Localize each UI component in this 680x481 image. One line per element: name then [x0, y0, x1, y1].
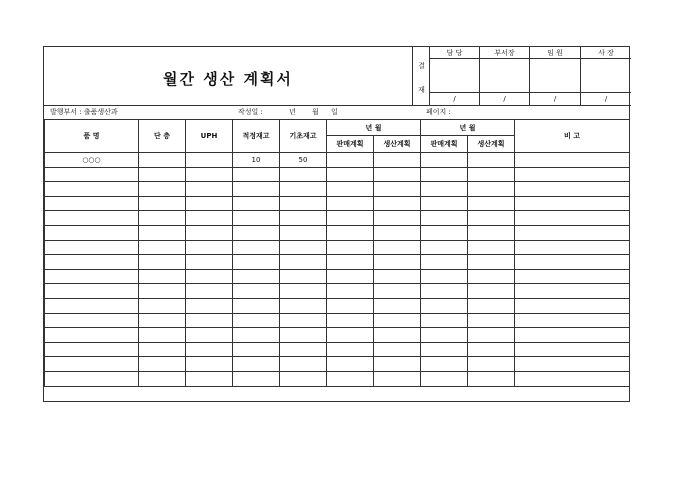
table-cell-sales2[interactable]: [421, 357, 468, 372]
col-month-group: 년 월: [421, 120, 515, 136]
table-row: [45, 240, 630, 255]
table-cell-remarks[interactable]: [515, 240, 630, 255]
table-cell-item[interactable]: [45, 357, 139, 372]
table-cell-base-stock[interactable]: [280, 357, 327, 372]
table-cell-prod2[interactable]: [468, 225, 515, 240]
table-cell-safety-stock[interactable]: [233, 225, 280, 240]
table-cell-prod2[interactable]: [468, 298, 515, 313]
table-cell-sales1[interactable]: [327, 255, 374, 270]
table-cell-sales1[interactable]: [327, 196, 374, 211]
approval-label-top: 결: [418, 62, 425, 70]
table-row: [45, 328, 630, 343]
table-cell-uph[interactable]: [186, 298, 233, 313]
table-row: [45, 284, 630, 299]
table-cell-sales1[interactable]: [327, 240, 374, 255]
approval-role: 담 당: [430, 47, 480, 59]
table-cell-uph[interactable]: [186, 225, 233, 240]
table-cell-item[interactable]: [45, 182, 139, 197]
approval-label: [413, 47, 430, 105]
table-cell-base-stock[interactable]: [280, 298, 327, 313]
approval-date: /: [604, 95, 608, 103]
table-cell-sales1[interactable]: [327, 284, 374, 299]
table-cell-sales2[interactable]: [421, 167, 468, 182]
table-cell-sales1[interactable]: [327, 167, 374, 182]
table-cell-uph[interactable]: [186, 342, 233, 357]
table-cell-prod2[interactable]: [468, 284, 515, 299]
table-cell-unit-price[interactable]: [139, 313, 186, 328]
table-cell-remarks[interactable]: [515, 313, 630, 328]
table-cell-sales2[interactable]: [421, 371, 468, 386]
table-cell-safety-stock[interactable]: [233, 255, 280, 270]
table-cell-prod2[interactable]: [468, 196, 515, 211]
table-cell-item[interactable]: [45, 240, 139, 255]
table-cell-unit-price[interactable]: [139, 167, 186, 182]
table-cell-uph[interactable]: [186, 182, 233, 197]
table-cell-safety-stock[interactable]: [233, 298, 280, 313]
table-cell-item[interactable]: [45, 313, 139, 328]
table-cell-prod2[interactable]: [468, 153, 515, 168]
table-cell-remarks[interactable]: [515, 153, 630, 168]
plan-table: [44, 119, 630, 387]
table-cell-prod1[interactable]: [374, 225, 421, 240]
table-cell-remarks[interactable]: [515, 371, 630, 386]
table-cell-base-stock[interactable]: [280, 225, 327, 240]
table-cell-remarks[interactable]: [515, 298, 630, 313]
table-cell-uph[interactable]: [186, 196, 233, 211]
table-cell-base-stock[interactable]: [280, 342, 327, 357]
col-production-plan: 생산계획: [468, 136, 515, 153]
table-cell-item[interactable]: [45, 196, 139, 211]
table-cell-sales2[interactable]: [421, 153, 468, 168]
table-row: [45, 167, 630, 182]
table-cell-remarks[interactable]: [515, 284, 630, 299]
production-plan-form: [43, 46, 630, 402]
table-cell-prod1[interactable]: [374, 269, 421, 284]
table-cell-sales1[interactable]: [327, 225, 374, 240]
table-cell-unit-price[interactable]: [139, 240, 186, 255]
title-area: [44, 47, 413, 105]
table-cell-prod2[interactable]: [468, 371, 515, 386]
col-production-plan: 생산계획: [374, 136, 421, 153]
col-safety-stock: 적정재고: [233, 120, 280, 153]
table-cell-prod2[interactable]: [468, 240, 515, 255]
table-cell-uph[interactable]: [186, 371, 233, 386]
table-cell-prod2[interactable]: [468, 211, 515, 226]
table-cell-sales1[interactable]: [327, 269, 374, 284]
approval-date: /: [530, 93, 581, 105]
table-cell-prod2[interactable]: [468, 357, 515, 372]
table-cell-prod1[interactable]: [374, 298, 421, 313]
table-cell-prod1[interactable]: [374, 167, 421, 182]
approval-role: 부서장: [480, 47, 530, 59]
table-cell-unit-price[interactable]: [139, 357, 186, 372]
table-cell-uph[interactable]: [186, 328, 233, 343]
table-cell-prod1[interactable]: [374, 328, 421, 343]
table-cell-sales2[interactable]: [421, 240, 468, 255]
table-cell-base-stock[interactable]: 50: [280, 153, 327, 168]
approval-role: 임 원: [530, 47, 581, 59]
table-cell-safety-stock[interactable]: [233, 313, 280, 328]
table-cell-base-stock[interactable]: [280, 211, 327, 226]
table-cell-remarks[interactable]: [515, 196, 630, 211]
table-cell-safety-stock[interactable]: [233, 211, 280, 226]
table-cell-base-stock[interactable]: [280, 328, 327, 343]
table-row: [45, 371, 630, 386]
table-cell-sales2[interactable]: [421, 196, 468, 211]
signature-box[interactable]: [430, 59, 480, 93]
table-cell-base-stock[interactable]: [280, 255, 327, 270]
table-row: [45, 196, 630, 211]
table-cell-unit-price[interactable]: [139, 371, 186, 386]
table-cell-unit-price[interactable]: [139, 328, 186, 343]
table-cell-sales2[interactable]: [421, 298, 468, 313]
table-cell-remarks[interactable]: [515, 269, 630, 284]
table-cell-sales1[interactable]: [327, 182, 374, 197]
table-cell-safety-stock[interactable]: [233, 269, 280, 284]
table-cell-base-stock[interactable]: [280, 182, 327, 197]
col-unit-price: 단 층: [139, 120, 186, 153]
table-cell-prod1[interactable]: [374, 342, 421, 357]
table-cell-prod2[interactable]: [468, 328, 515, 343]
table-cell-unit-price[interactable]: [139, 298, 186, 313]
table-cell-unit-price[interactable]: [139, 284, 186, 299]
table-cell-safety-stock[interactable]: 10: [233, 153, 280, 168]
table-cell-remarks[interactable]: [515, 357, 630, 372]
table-cell-safety-stock[interactable]: [233, 328, 280, 343]
col-uph: UPH: [186, 120, 233, 153]
table-row: [45, 153, 630, 168]
table-cell-safety-stock[interactable]: [233, 240, 280, 255]
table-cell-unit-price[interactable]: [139, 269, 186, 284]
col-base-stock: 기초재고: [280, 120, 327, 153]
table-cell-prod2[interactable]: [468, 313, 515, 328]
signature-box[interactable]: [480, 59, 530, 93]
table-cell-sales2[interactable]: [421, 225, 468, 240]
table-cell-uph[interactable]: [186, 284, 233, 299]
issuing-dept: 발행부서 : 출품생산과: [50, 108, 118, 116]
table-cell-uph[interactable]: [186, 211, 233, 226]
table-cell-item[interactable]: [45, 225, 139, 240]
table-cell-safety-stock[interactable]: [233, 284, 280, 299]
approval-date: /: [480, 93, 530, 105]
approval-date: /: [430, 93, 480, 105]
table-row: [45, 182, 630, 197]
table-cell-safety-stock[interactable]: [233, 357, 280, 372]
table-cell-uph[interactable]: [186, 255, 233, 270]
table-cell-safety-stock[interactable]: [233, 196, 280, 211]
col-sales-plan: 판매계획: [327, 136, 374, 153]
table-cell-safety-stock[interactable]: [233, 182, 280, 197]
table-cell-item[interactable]: [45, 371, 139, 386]
table-cell-sales1[interactable]: [327, 313, 374, 328]
table-cell-sales2[interactable]: [421, 211, 468, 226]
table-cell-safety-stock[interactable]: [233, 167, 280, 182]
table-cell-remarks[interactable]: [515, 328, 630, 343]
approval-label-bottom: 재: [418, 86, 425, 94]
table-cell-sales1[interactable]: [327, 371, 374, 386]
table-cell-item[interactable]: [45, 328, 139, 343]
table-cell-prod1[interactable]: [374, 153, 421, 168]
table-cell-unit-price[interactable]: [139, 225, 186, 240]
table-cell-uph[interactable]: [186, 357, 233, 372]
table-cell-item[interactable]: [45, 342, 139, 357]
table-cell-unit-price[interactable]: [139, 342, 186, 357]
table-cell-sales1[interactable]: [327, 153, 374, 168]
table-cell-base-stock[interactable]: [280, 196, 327, 211]
table-cell-sales1[interactable]: [327, 298, 374, 313]
col-sales-plan: 판매계획: [421, 136, 468, 153]
table-cell-prod1[interactable]: [374, 357, 421, 372]
table-cell-item[interactable]: [45, 284, 139, 299]
table-row: [45, 357, 630, 372]
table-cell-remarks[interactable]: [515, 167, 630, 182]
table-cell-prod1[interactable]: [374, 182, 421, 197]
table-cell-uph[interactable]: [186, 167, 233, 182]
table-cell-uph[interactable]: [186, 153, 233, 168]
table-cell-base-stock[interactable]: [280, 240, 327, 255]
table-cell-prod2[interactable]: [468, 269, 515, 284]
table-cell-sales2[interactable]: [421, 269, 468, 284]
table-cell-base-stock[interactable]: [280, 313, 327, 328]
table-cell-sales1[interactable]: [327, 342, 374, 357]
table-cell-prod1[interactable]: [374, 284, 421, 299]
table-row: [45, 342, 630, 357]
table-cell-item[interactable]: ○○○: [45, 153, 139, 168]
date-year: 년: [289, 108, 296, 116]
table-cell-remarks[interactable]: [515, 211, 630, 226]
approval-role: 사 장: [581, 47, 631, 59]
col-remarks: 비 고: [515, 120, 630, 153]
table-cell-sales2[interactable]: [421, 328, 468, 343]
table-cell-prod2[interactable]: [468, 255, 515, 270]
signature-box[interactable]: [530, 59, 581, 93]
table-cell-unit-price[interactable]: [139, 153, 186, 168]
date-label: 작성일 :: [238, 108, 263, 116]
table-cell-prod2[interactable]: [468, 182, 515, 197]
table-row: [45, 269, 630, 284]
table-cell-prod1[interactable]: [374, 240, 421, 255]
table-cell-item[interactable]: [45, 167, 139, 182]
table-row: [45, 298, 630, 313]
table-cell-safety-stock[interactable]: [233, 342, 280, 357]
table-cell-uph[interactable]: [186, 240, 233, 255]
table-cell-uph[interactable]: [186, 269, 233, 284]
approval-box: [413, 47, 631, 105]
table-cell-item[interactable]: [45, 298, 139, 313]
table-cell-unit-price[interactable]: [139, 255, 186, 270]
signature-box[interactable]: [581, 59, 631, 93]
table-cell-sales2[interactable]: [421, 313, 468, 328]
table-cell-prod2[interactable]: [468, 342, 515, 357]
table-cell-prod1[interactable]: [374, 211, 421, 226]
table-cell-remarks[interactable]: [515, 342, 630, 357]
table-cell-base-stock[interactable]: [280, 269, 327, 284]
table-row: [45, 255, 630, 270]
table-cell-sales1[interactable]: [327, 328, 374, 343]
form-title: 월간 생산 계획서: [163, 69, 293, 88]
table-cell-base-stock[interactable]: [280, 284, 327, 299]
date-day: 일: [331, 108, 338, 116]
table-cell-unit-price[interactable]: [139, 182, 186, 197]
table-cell-remarks[interactable]: [515, 255, 630, 270]
table-cell-uph[interactable]: [186, 313, 233, 328]
table-cell-sales2[interactable]: [421, 284, 468, 299]
table-cell-item[interactable]: [45, 211, 139, 226]
table-row: [45, 225, 630, 240]
table-cell-unit-price[interactable]: [139, 196, 186, 211]
table-cell-item[interactable]: [45, 269, 139, 284]
table-cell-sales1[interactable]: [327, 211, 374, 226]
table-row: [45, 313, 630, 328]
table-cell-safety-stock[interactable]: [233, 371, 280, 386]
page-label: 페이지 :: [426, 108, 451, 116]
table-cell-sales2[interactable]: [421, 342, 468, 357]
date-month: 월: [312, 108, 319, 116]
table-cell-prod1[interactable]: [374, 255, 421, 270]
table-cell-prod1[interactable]: [374, 313, 421, 328]
table-cell-remarks[interactable]: [515, 225, 630, 240]
table-cell-base-stock[interactable]: [280, 167, 327, 182]
table-cell-prod2[interactable]: [468, 167, 515, 182]
table-row: [45, 211, 630, 226]
table-cell-unit-price[interactable]: [139, 211, 186, 226]
table-cell-prod1[interactable]: [374, 196, 421, 211]
table-cell-sales1[interactable]: [327, 357, 374, 372]
col-item: 품 명: [45, 120, 139, 153]
table-cell-sales2[interactable]: [421, 255, 468, 270]
table-cell-sales2[interactable]: [421, 182, 468, 197]
table-cell-prod1[interactable]: [374, 371, 421, 386]
table-cell-remarks[interactable]: [515, 182, 630, 197]
col-month-group: 년 월: [327, 120, 421, 136]
table-cell-base-stock[interactable]: [280, 371, 327, 386]
table-cell-item[interactable]: [45, 255, 139, 270]
